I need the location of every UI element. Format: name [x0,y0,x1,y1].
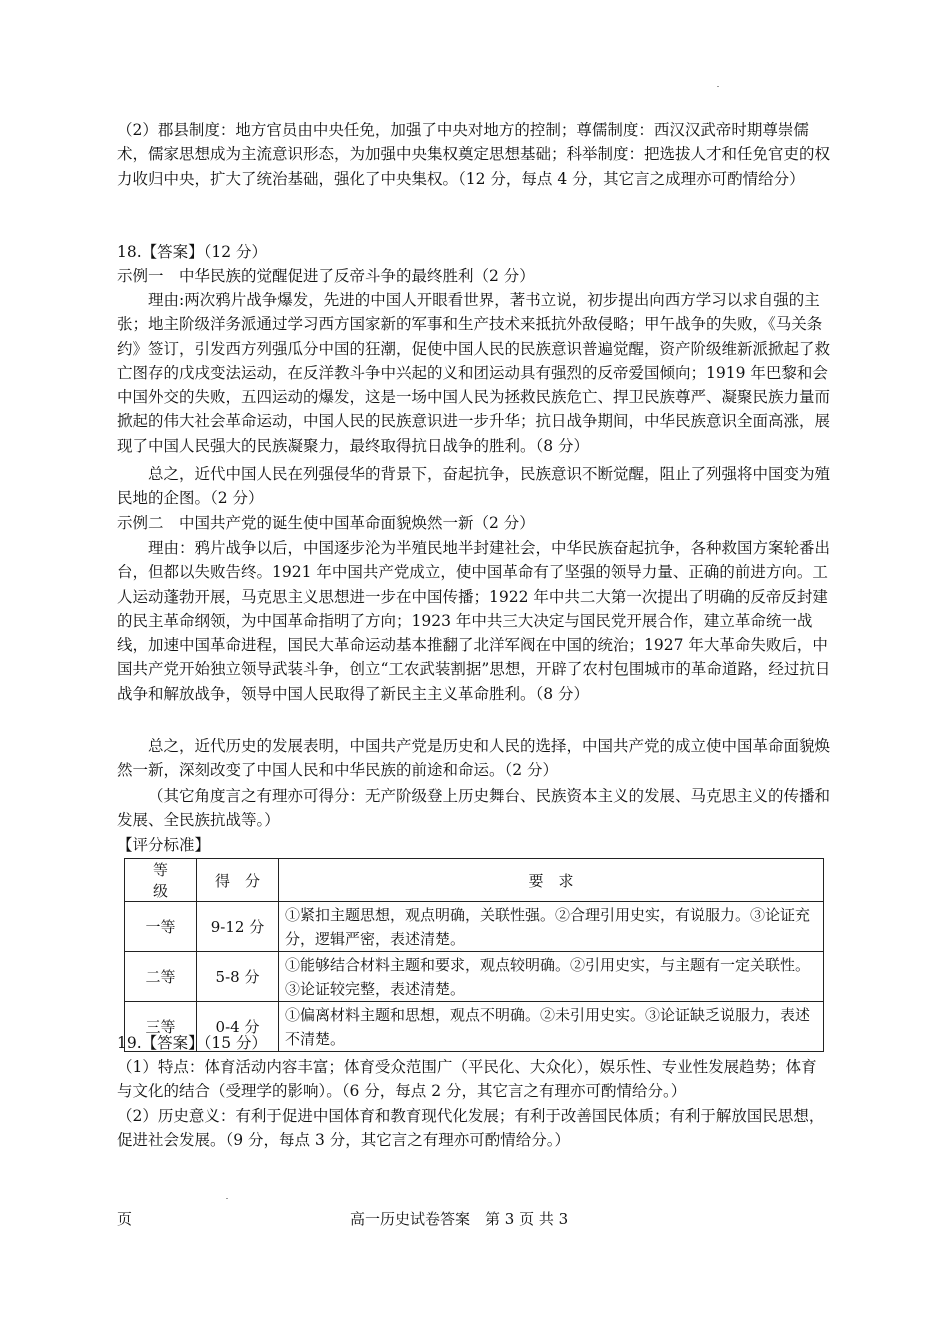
grade-cell: 一等 [125,902,197,952]
page-speck [226,1198,228,1199]
example1-reason: 理由:两次鸦片战争爆发，先进的中国人开眼看世界，著书立说，初步提出向西方学习以求自强的主张；地主阶级洋务派通过学习西方国家新的军事和生产技术来抵抗外敌侵略；甲午战争的失败，《马关条约》签订，引发西方列强瓜分中国的狂潮，促使中国人民的民族意识普遍觉醒，资产阶级维新派掀起了救亡图存的戊戌变法运动，在反洋教斗争中兴起的义和团运动具有强烈的反帝爱国倾向；1919 年巴黎和会中国外交的失败，五四运动的爆发，这是一场中国人民为拯救民族危亡、捍卫民族尊严、凝聚民族力量而掀起的伟大社会革命运动，中国人民的民族意识进一步升华；抗日战争期间，中华民族意识全面高涨，展现了中国人民强大的民族凝聚力，最终取得抗日战争的胜利。（8 分） [117,291,831,455]
q19-part2-answer: （2）历史意义：有利于促进中国体育和教育现代化发展；有利于改善国民体质；有利于解放国民思想，促进社会发展。（9 分，每点 3 分，其它言之有理亦可酌情给分。） [117,1107,825,1150]
grading-table [124,858,824,1052]
q19-part1-answer: （1）特点：体育活动内容丰富；体育受众范围广（平民化、大众化），娱乐性、专业性发展趋势；体育与文化的结合（受理学的影响）。（6 分，每点 2 分，其它言之有理亦可酌情给分。） [117,1058,817,1101]
example2-summary: 总之，近代历史的发展表明，中国共产党是历史和人民的选择，中国共产党的成立使中国革命面貌焕然一新，深刻改变了中国人民和中华民族的前途和命运。（2 分） [117,737,831,780]
score-cell: 5-8 分 [197,952,279,1002]
footer-page-suffix: 页 [117,1210,133,1228]
grade-cell: 二等 [125,952,197,1002]
footer-page-label: 高一历史试卷答案 第 3 页 共 3 [350,1210,569,1228]
header-grade: 等级 [125,859,197,902]
example1-title: 示例一 中华民族的觉醒促进了反帝斗争的最终胜利（2 分） [117,267,535,285]
q17-part2-answer: （2）郡县制度：地方官员由中央任免，加强了中央对地方的控制；尊儒制度：西汉汉武帝时期尊崇儒术，儒家思想成为主流意识形态，为加强中央集权奠定思想基础；科举制度：把选拔人才和任免官吏的权力收归中央，扩大了统治基础，强化了中央集权。（12 分，每点 4 分，其它言之成理亦可酌情给分） [117,121,831,188]
requirement-cell: ①偏离材料主题和思想，观点不明确。②未引用史实。③论证缺乏说服力，表述不清楚。 [279,1002,824,1052]
table-row [125,902,824,952]
example2-title: 示例二 中国共产党的诞生使中国革命面貌焕然一新（2 分） [117,514,535,532]
score-cell: 0-4 分 [197,1002,279,1052]
grading-table-header-row [125,859,824,902]
other-angle-note: （其它角度言之有理亦可得分：无产阶级登上历史舞台、民族资本主义的发展、马克思主义的传播和发展、全民族抗战等。） [117,787,831,830]
example1-summary: 总之，近代中国人民在列强侵华的背景下，奋起抗争，民族意识不断觉醒，阻止了列强将中国变为殖民地的企图。（2 分） [117,465,831,508]
requirement-cell: ①紧扣主题思想，观点明确，关联性强。②合理引用史实，有说服力。③论证充分，逻辑严密，表述清楚。 [279,902,824,952]
example2-reason: 理由：鸦片战争以后，中国逐步沦为半殖民地半封建社会，中华民族奋起抗争，各种救国方案轮番出台，但都以失败告终。1921 年中国共产党成立，使中国革命有了坚强的领导力量、正确的前进方向。工人运动蓬勃开展，马克思主义思想进一步在中国传播；1922 年中共二大第一次提出了明确的反帝反封建的民主革命纲领，为中国革命指明了方向；1923 年中共三大决定与国民党开展合作，建立革命统一战线，加速中国革命进程，国民大革命运动基本推翻了北洋军阀在中国的统治；1927 年大革命失败后，中国共产党开始独立领导武装斗争，创立“工农武装割据”思想，开辟了农村包围城市的革命道路，经过抗日战争和解放战争，领导中国人民取得了新民主主义革命胜利。（8 分） [117,539,831,703]
score-cell: 9-12 分 [197,902,279,952]
q19-header: 19.【答案】（15 分） [117,1034,268,1052]
table-row [125,952,824,1002]
page-speck [717,86,719,87]
criteria-title: 【评分标准】 [117,836,211,854]
grade-cell: 三等 [125,1002,197,1052]
q18-header: 18.【答案】（12 分） [117,243,268,261]
requirement-cell: ①能够结合材料主题和要求，观点较明确。②引用史实，与主题有一定关联性。③论证较完整，表述清楚。 [279,952,824,1002]
header-requirement: 要求 [279,859,824,902]
header-score: 得分 [197,859,279,902]
